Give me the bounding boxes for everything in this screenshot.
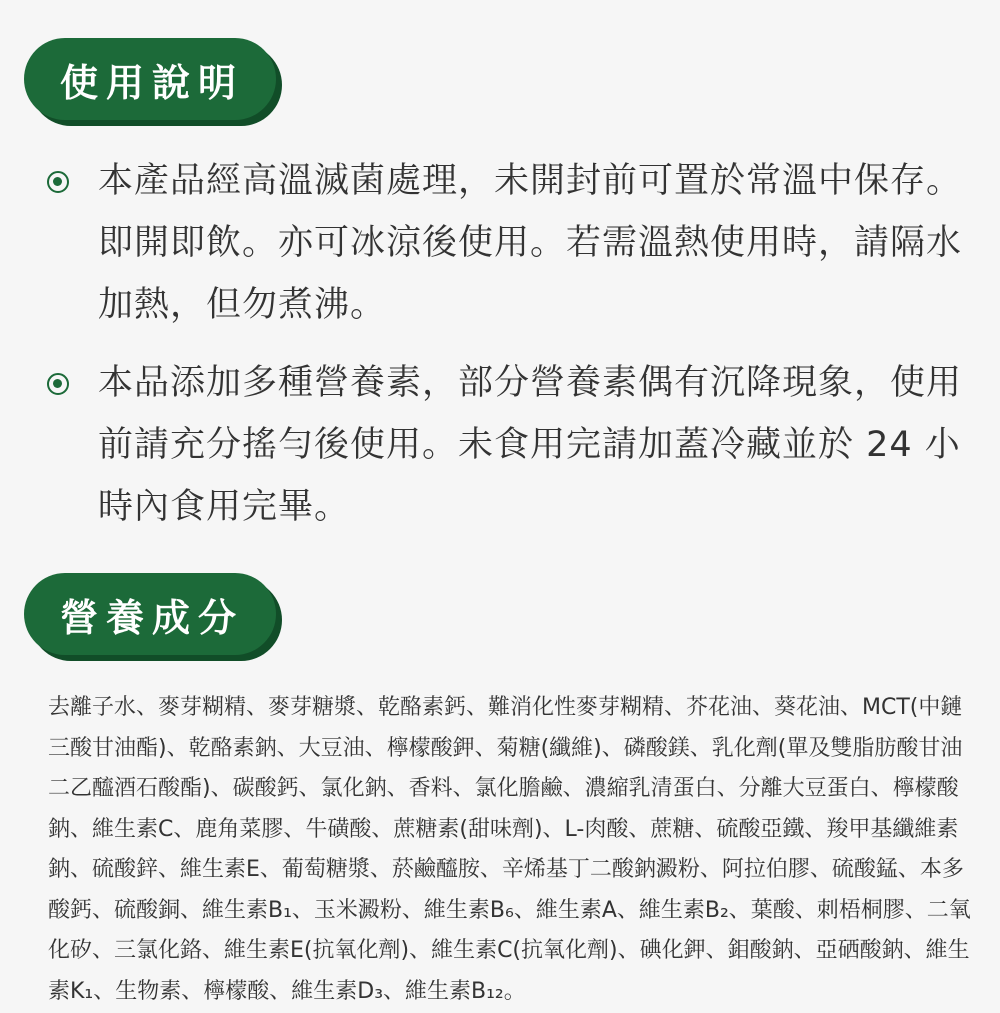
nutrition-heading (24, 573, 286, 665)
usage-heading-label: 使用說明 (24, 38, 276, 120)
usage-item (0, 352, 1000, 538)
usage-item (0, 150, 1000, 336)
usage-list (0, 150, 1000, 554)
circled-dot-icon (47, 171, 69, 193)
circled-dot-icon (47, 373, 69, 395)
usage-heading (24, 38, 286, 130)
usage-item-text: 本品添加多種營養素，部分營養素偶有沉降現象，使用前請充分搖勻後使用。未食用完請加蓋冷藏並於 24 小時內食用完畢。 (98, 363, 963, 527)
ingredients-text: 去離子水、麥芽糊精、麥芽糖漿、乾酪素鈣、難消化性麥芽糊精、芥花油、葵花油、MCT(中鏈三酸甘油酯)、乾酪素鈉、大豆油、檸檬酸鉀、菊糖(纖維)、磷酸鎂、乳化劑(單及雙脂肪酸甘油二乙醯酒石酸酯)、碳酸鈣、氯化鈉、香料、氯化膽鹼、濃縮乳清蛋白、分離大豆蛋白、檸檬酸鈉、維生素C、鹿角菜膠、牛磺酸、蔗糖素(甜味劑)、L-肉酸、蔗糖、硫酸亞鐵、羧甲基纖維素鈉、硫酸鋅、維生素E、葡萄糖漿、菸鹼醯胺、辛烯基丁二酸鈉澱粉、阿拉伯膠、硫酸錳、本多酸鈣、硫酸銅、維生素B₁、玉米澱粉、維生素B₆、維生素A、維生素B₂、葉酸、刺梧桐膠、二氧化矽、三氯化鉻、維生素E(抗氧化劑)、維生素C(抗氧化劑)、碘化鉀、鉬酸鈉、亞硒酸鈉、維生素K₁、生物素、檸檬酸、維生素D₃、維生素B₁₂。 (48, 695, 971, 1004)
usage-item-text: 本產品經高溫滅菌處理，未開封前可置於常溫中保存。即開即飲。亦可冰涼後使用。若需溫熱使用時，請隔水加熱，但勿煮沸。 (98, 161, 963, 325)
nutrition-heading-label: 營養成分 (24, 573, 276, 655)
